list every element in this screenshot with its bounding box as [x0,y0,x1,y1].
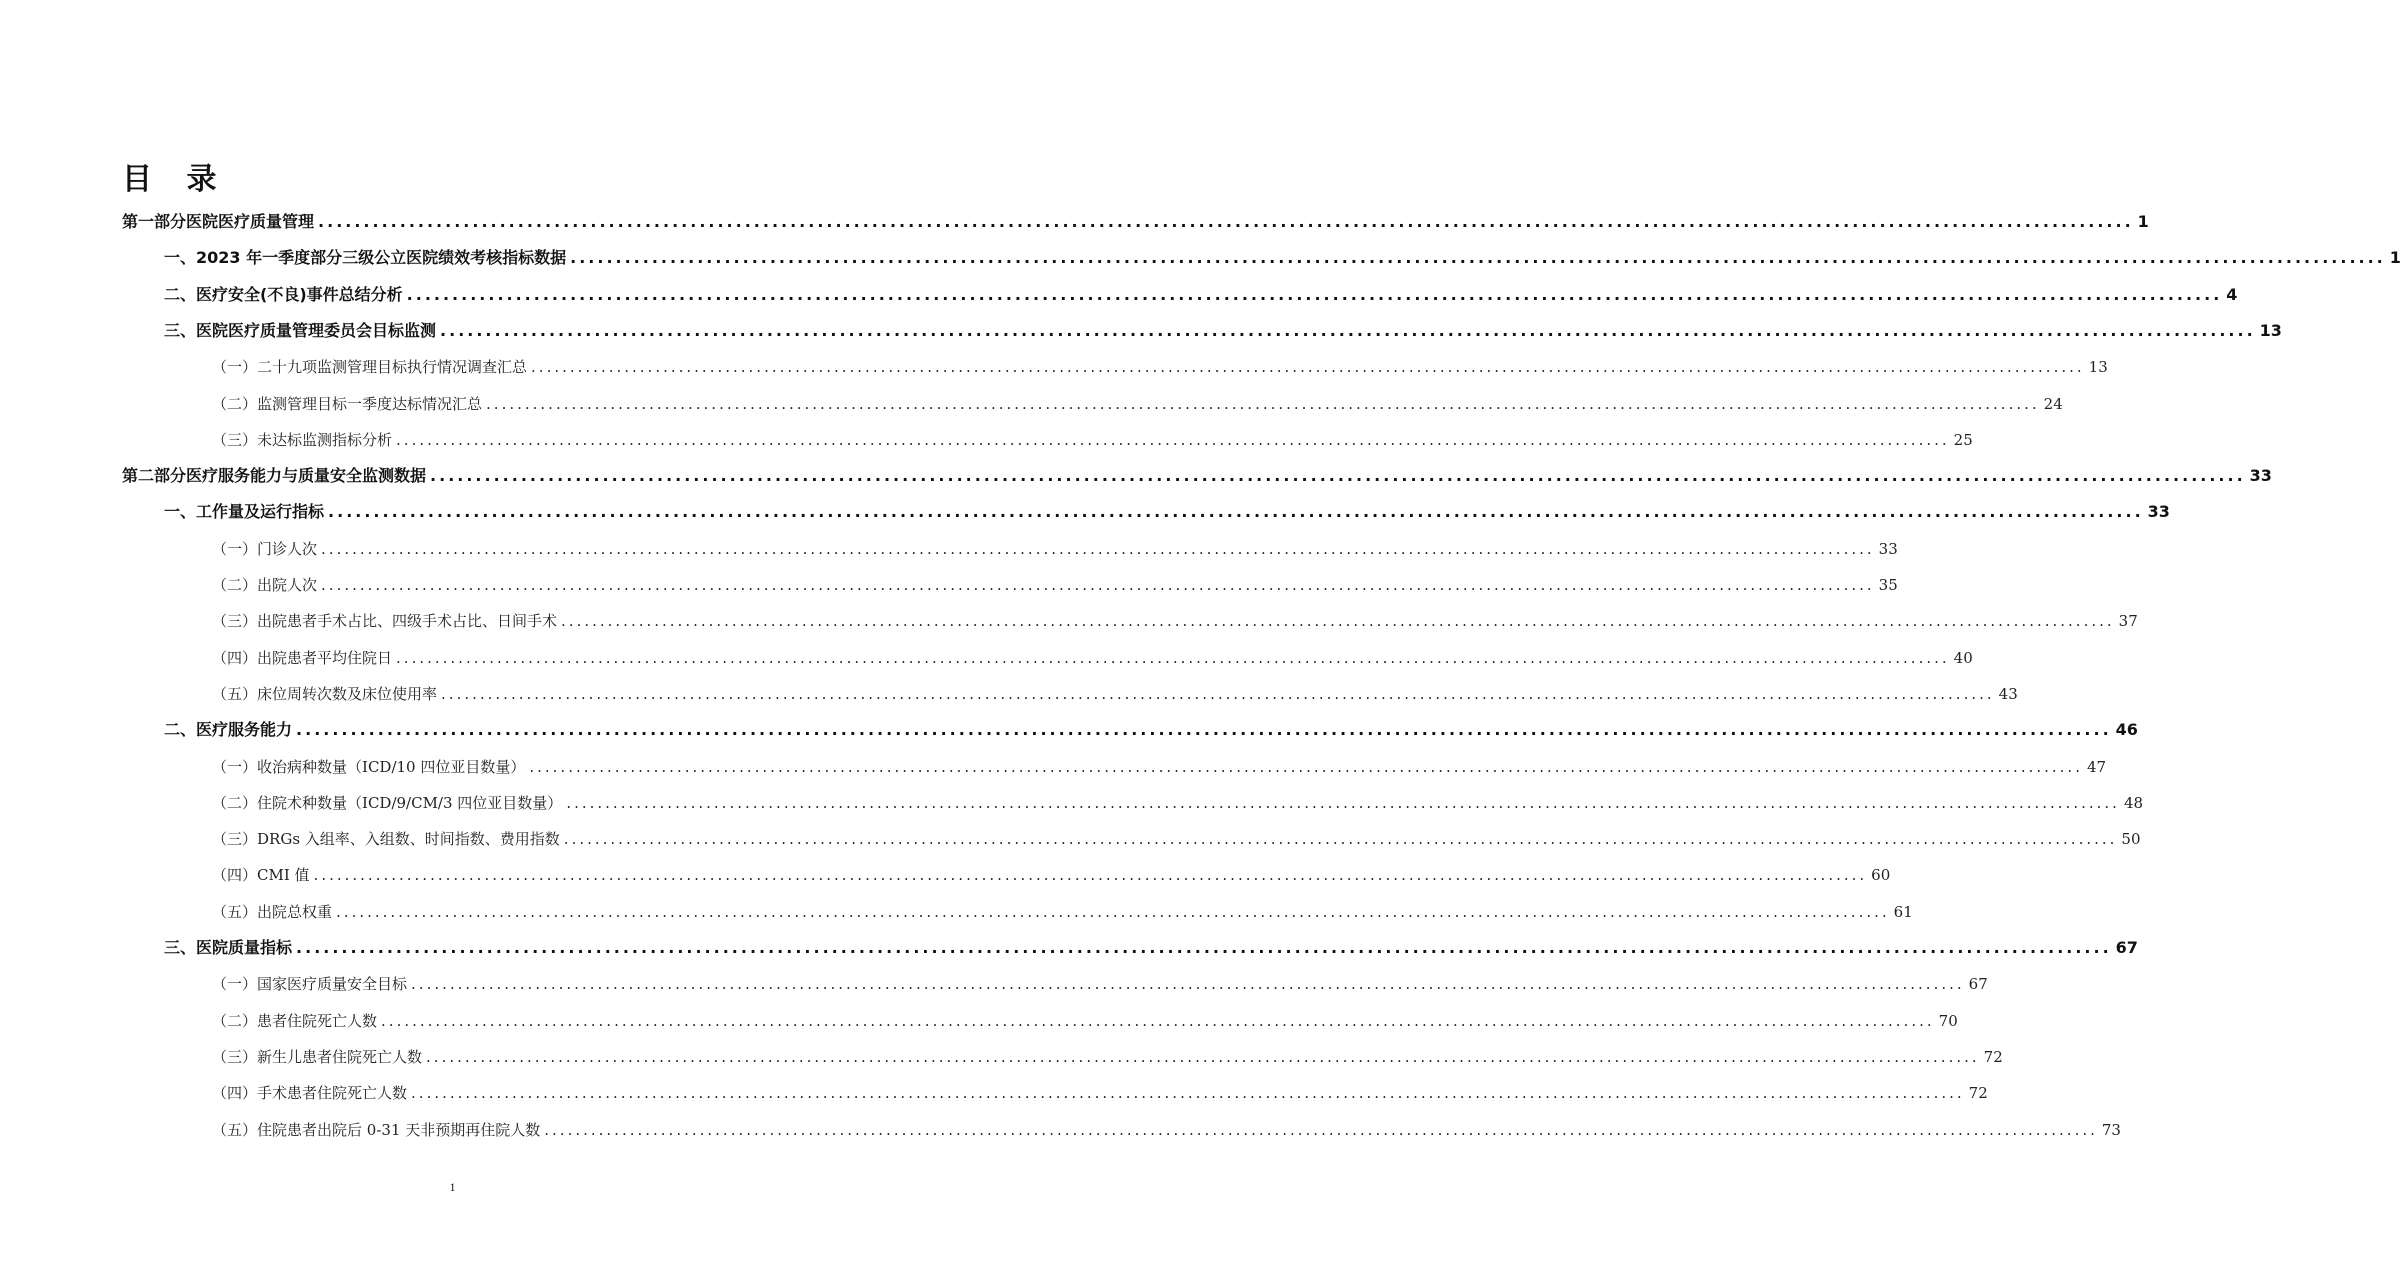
toc-entry-number: （三） [212,612,258,630]
toc-entry-page: 60 [1871,866,1891,884]
toc-entry-number: 一、 [164,248,197,267]
toc-entry-number: （二） [212,576,258,594]
toc-entry[interactable] [212,427,1973,453]
toc-entry-page: 61 [1893,903,1913,921]
toc-entry-title: 新生儿患者住院死亡人数 [257,1048,423,1066]
toc-entry-title: 手术患者住院死亡人数 [257,1084,408,1102]
toc-entry[interactable] [212,1117,2121,1143]
toc-entry-title: 未达标监测指标分析 [257,431,393,449]
toc-leader-dots: ........................................................................................................................................................................................................ [430,466,2246,485]
toc-entry[interactable] [212,608,2138,634]
toc-entry-number: （二） [212,1012,258,1030]
toc-entry-number: （四） [212,866,258,884]
toc-entry-page: 33 [2147,502,2170,521]
toc-leader-dots: ........................................................................................................................................................................................................ [328,502,2144,521]
toc-entry-title: 医疗服务能力与质量安全监测数据 [186,466,427,485]
toc-entry-number: 三、 [164,321,197,340]
toc-leader-dots: ........................................................................................................................................................................................................ [411,975,1965,993]
toc-entry-page: 47 [2086,758,2107,776]
toc-leader-dots: ........................................................................................................................................................................................................ [396,649,1950,667]
toc-entry-number: （三） [212,431,258,449]
toc-entry-number: （一） [212,758,258,776]
toc-entry-title: DRGs 入组率、入组数、时间指数、费用指数 [257,830,560,848]
toc-leader-dots: ........................................................................................................................................................................................................ [566,794,2120,812]
toc-entry-title: CMI 值 [257,866,310,884]
toc-entry-number: （二） [212,395,258,413]
toc-entry-page: 72 [1983,1048,2003,1066]
toc-entry-title: 出院总权重 [257,903,333,921]
toc-entry[interactable] [164,717,2138,743]
toc-entry[interactable] [164,499,2170,525]
toc-entry-number: 一、 [164,502,197,521]
toc-entry-title: 收治病种数量（ICD/10 四位亚目数量） [257,758,526,776]
toc-entry-page: 70 [1938,1012,1958,1030]
toc-entry[interactable] [164,245,2401,271]
toc-entry-title: 二十九项监测管理目标执行情况调查汇总 [257,358,528,376]
toc-entry-number: （一） [212,540,258,558]
toc-entry[interactable] [212,354,2108,380]
toc-leader-dots: ........................................................................................................................................................................................................ [531,358,2085,376]
toc-entry-page: 25 [1953,431,1973,449]
toc-entry-page: 4 [2226,285,2238,304]
toc-entry[interactable] [212,1008,1958,1034]
toc-entry[interactable] [122,463,2272,489]
toc-entry-title: 出院人次 [257,576,318,594]
toc-entry-title: 床位周转次数及床位使用率 [257,685,438,703]
toc-leader-dots: ........................................................................................................................................................................................................ [561,612,2115,630]
toc-entry-title: 门诊人次 [257,540,318,558]
toc-entry-number: （一） [212,975,258,993]
toc-entry-number: （二） [212,794,258,812]
toc-entry-number: （三） [212,1048,258,1066]
toc-entry-title: 住院患者出院后 0-31 天非预期再住院人数 [257,1121,541,1139]
toc-entry[interactable] [164,318,2282,344]
toc-entry-title: 2023 年一季度部分三级公立医院绩效考核指标数据 [196,248,567,267]
toc-entry[interactable] [212,536,1898,562]
page-number: 1 [449,1180,456,1194]
toc-leader-dots: ........................................................................................................................................................................................................ [396,431,1950,449]
toc-leader-dots: ........................................................................................................................................................................................................ [318,212,2134,231]
toc-entry-number: 二、 [164,720,197,739]
toc-entry-title: 患者住院死亡人数 [257,1012,378,1030]
toc-entry-page: 50 [2121,830,2141,848]
toc-entry-number: （一） [212,358,258,376]
toc-entry-page: 37 [2118,612,2138,630]
toc-entry[interactable] [164,935,2138,961]
toc-entry-page: 1 [2137,212,2149,231]
toc-title: 目 录 [122,162,229,197]
toc-entry-page: 13 [2259,321,2282,340]
toc-entry-title: 工作量及运行指标 [196,502,325,521]
toc-leader-dots: ........................................................................................................................................................................................................ [336,903,1890,921]
toc-entry-number: 三、 [164,938,197,957]
toc-entry[interactable] [212,681,2018,707]
toc-entry-number: （四） [212,649,258,667]
toc-entry-page: 13 [2088,358,2108,376]
toc-entry-title: 监测管理目标一季度达标情况汇总 [257,395,483,413]
toc-entry-title: 医院医疗质量管理委员会目标监测 [196,321,437,340]
toc-leader-dots: ........................................................................................................................................................................................................ [426,1048,1980,1066]
toc-entry[interactable] [212,826,2141,852]
toc-entry-number: （五） [212,1121,258,1139]
toc-leader-dots: ........................................................................................................................................................................................................ [563,830,2118,848]
toc-entry[interactable] [212,1080,1988,1106]
toc-entry-page: 35 [1878,576,1898,594]
toc-leader-dots: ........................................................................................................................................................................................................ [440,321,2256,340]
toc-entry[interactable] [212,790,2144,816]
toc-entry[interactable] [212,971,1988,997]
toc-entry-title: 国家医疗质量安全目标 [257,975,408,993]
toc-entry[interactable] [122,209,2149,235]
toc-entry-number: （五） [212,685,258,703]
toc-entry-page: 67 [1968,975,1988,993]
toc-leader-dots: ........................................................................................................................................................................................................ [486,395,2040,413]
toc-entry-page: 48 [2123,794,2144,812]
toc-entry-page: 67 [2115,938,2138,957]
toc-leader-dots: ........................................................................................................................................................................................................ [529,758,2083,776]
toc-entry[interactable] [212,645,1973,671]
toc-leader-dots: ........................................................................................................................................................................................................ [321,576,1875,594]
toc-entry-number: 第二部分 [122,466,187,485]
toc-entry-number: （四） [212,1084,258,1102]
toc-leader-dots: ........................................................................................................................................................................................................ [296,720,2112,739]
toc-entry-number: （三） [212,830,258,848]
toc-leader-dots: ........................................................................................................................................................................................................ [544,1121,2098,1139]
toc-leader-dots: ........................................................................................................................................................................................................ [406,285,2223,304]
toc-entry[interactable] [212,899,1913,925]
toc-leader-dots: ........................................................................................................................................................................................................ [321,540,1875,558]
toc-leader-dots: ........................................................................................................................................................................................................ [313,866,1868,884]
toc-entry-title: 住院术种数量（ICD/9/CM/3 四位亚目数量） [257,794,563,812]
toc-leader-dots: ........................................................................................................................................................................................................ [296,938,2112,957]
toc-entry-title: 出院患者平均住院日 [257,649,393,667]
toc-leader-dots: ........................................................................................................................................................................................................ [441,685,1995,703]
toc-entry-page: 1 [2389,248,2401,267]
toc-entry-number: 第一部分 [122,212,187,231]
toc-entry-number: （五） [212,903,258,921]
toc-entry[interactable] [212,1044,2003,1070]
toc-entry[interactable] [164,282,2238,308]
toc-leader-dots: ........................................................................................................................................................................................................ [570,248,2386,267]
toc-entry-number: 二、 [164,285,197,304]
toc-entry[interactable] [212,391,2063,417]
toc-entry-page: 72 [1968,1084,1988,1102]
toc-entry-page: 24 [2043,395,2063,413]
toc-entry-page: 40 [1953,649,1973,667]
toc-entry-title: 医疗安全(不良)事件总结分析 [196,285,403,304]
toc-entry[interactable] [212,754,2107,780]
toc-leader-dots: ........................................................................................................................................................................................................ [411,1084,1965,1102]
toc-leader-dots: ........................................................................................................................................................................................................ [381,1012,1935,1030]
toc-entry-page: 73 [2101,1121,2121,1139]
toc-entry-title: 医院质量指标 [196,938,293,957]
toc-entry-page: 33 [2249,466,2272,485]
toc-entry-title: 医院医疗质量管理 [186,212,315,231]
toc-entry-title: 医疗服务能力 [196,720,293,739]
toc-entry[interactable] [212,572,1898,598]
toc-entry-page: 43 [1998,685,2018,703]
toc-entry-page: 46 [2115,720,2138,739]
toc-entry-page: 33 [1878,540,1898,558]
toc-entry[interactable] [212,862,1891,888]
toc-entry-title: 出院患者手术占比、四级手术占比、日间手术 [257,612,558,630]
